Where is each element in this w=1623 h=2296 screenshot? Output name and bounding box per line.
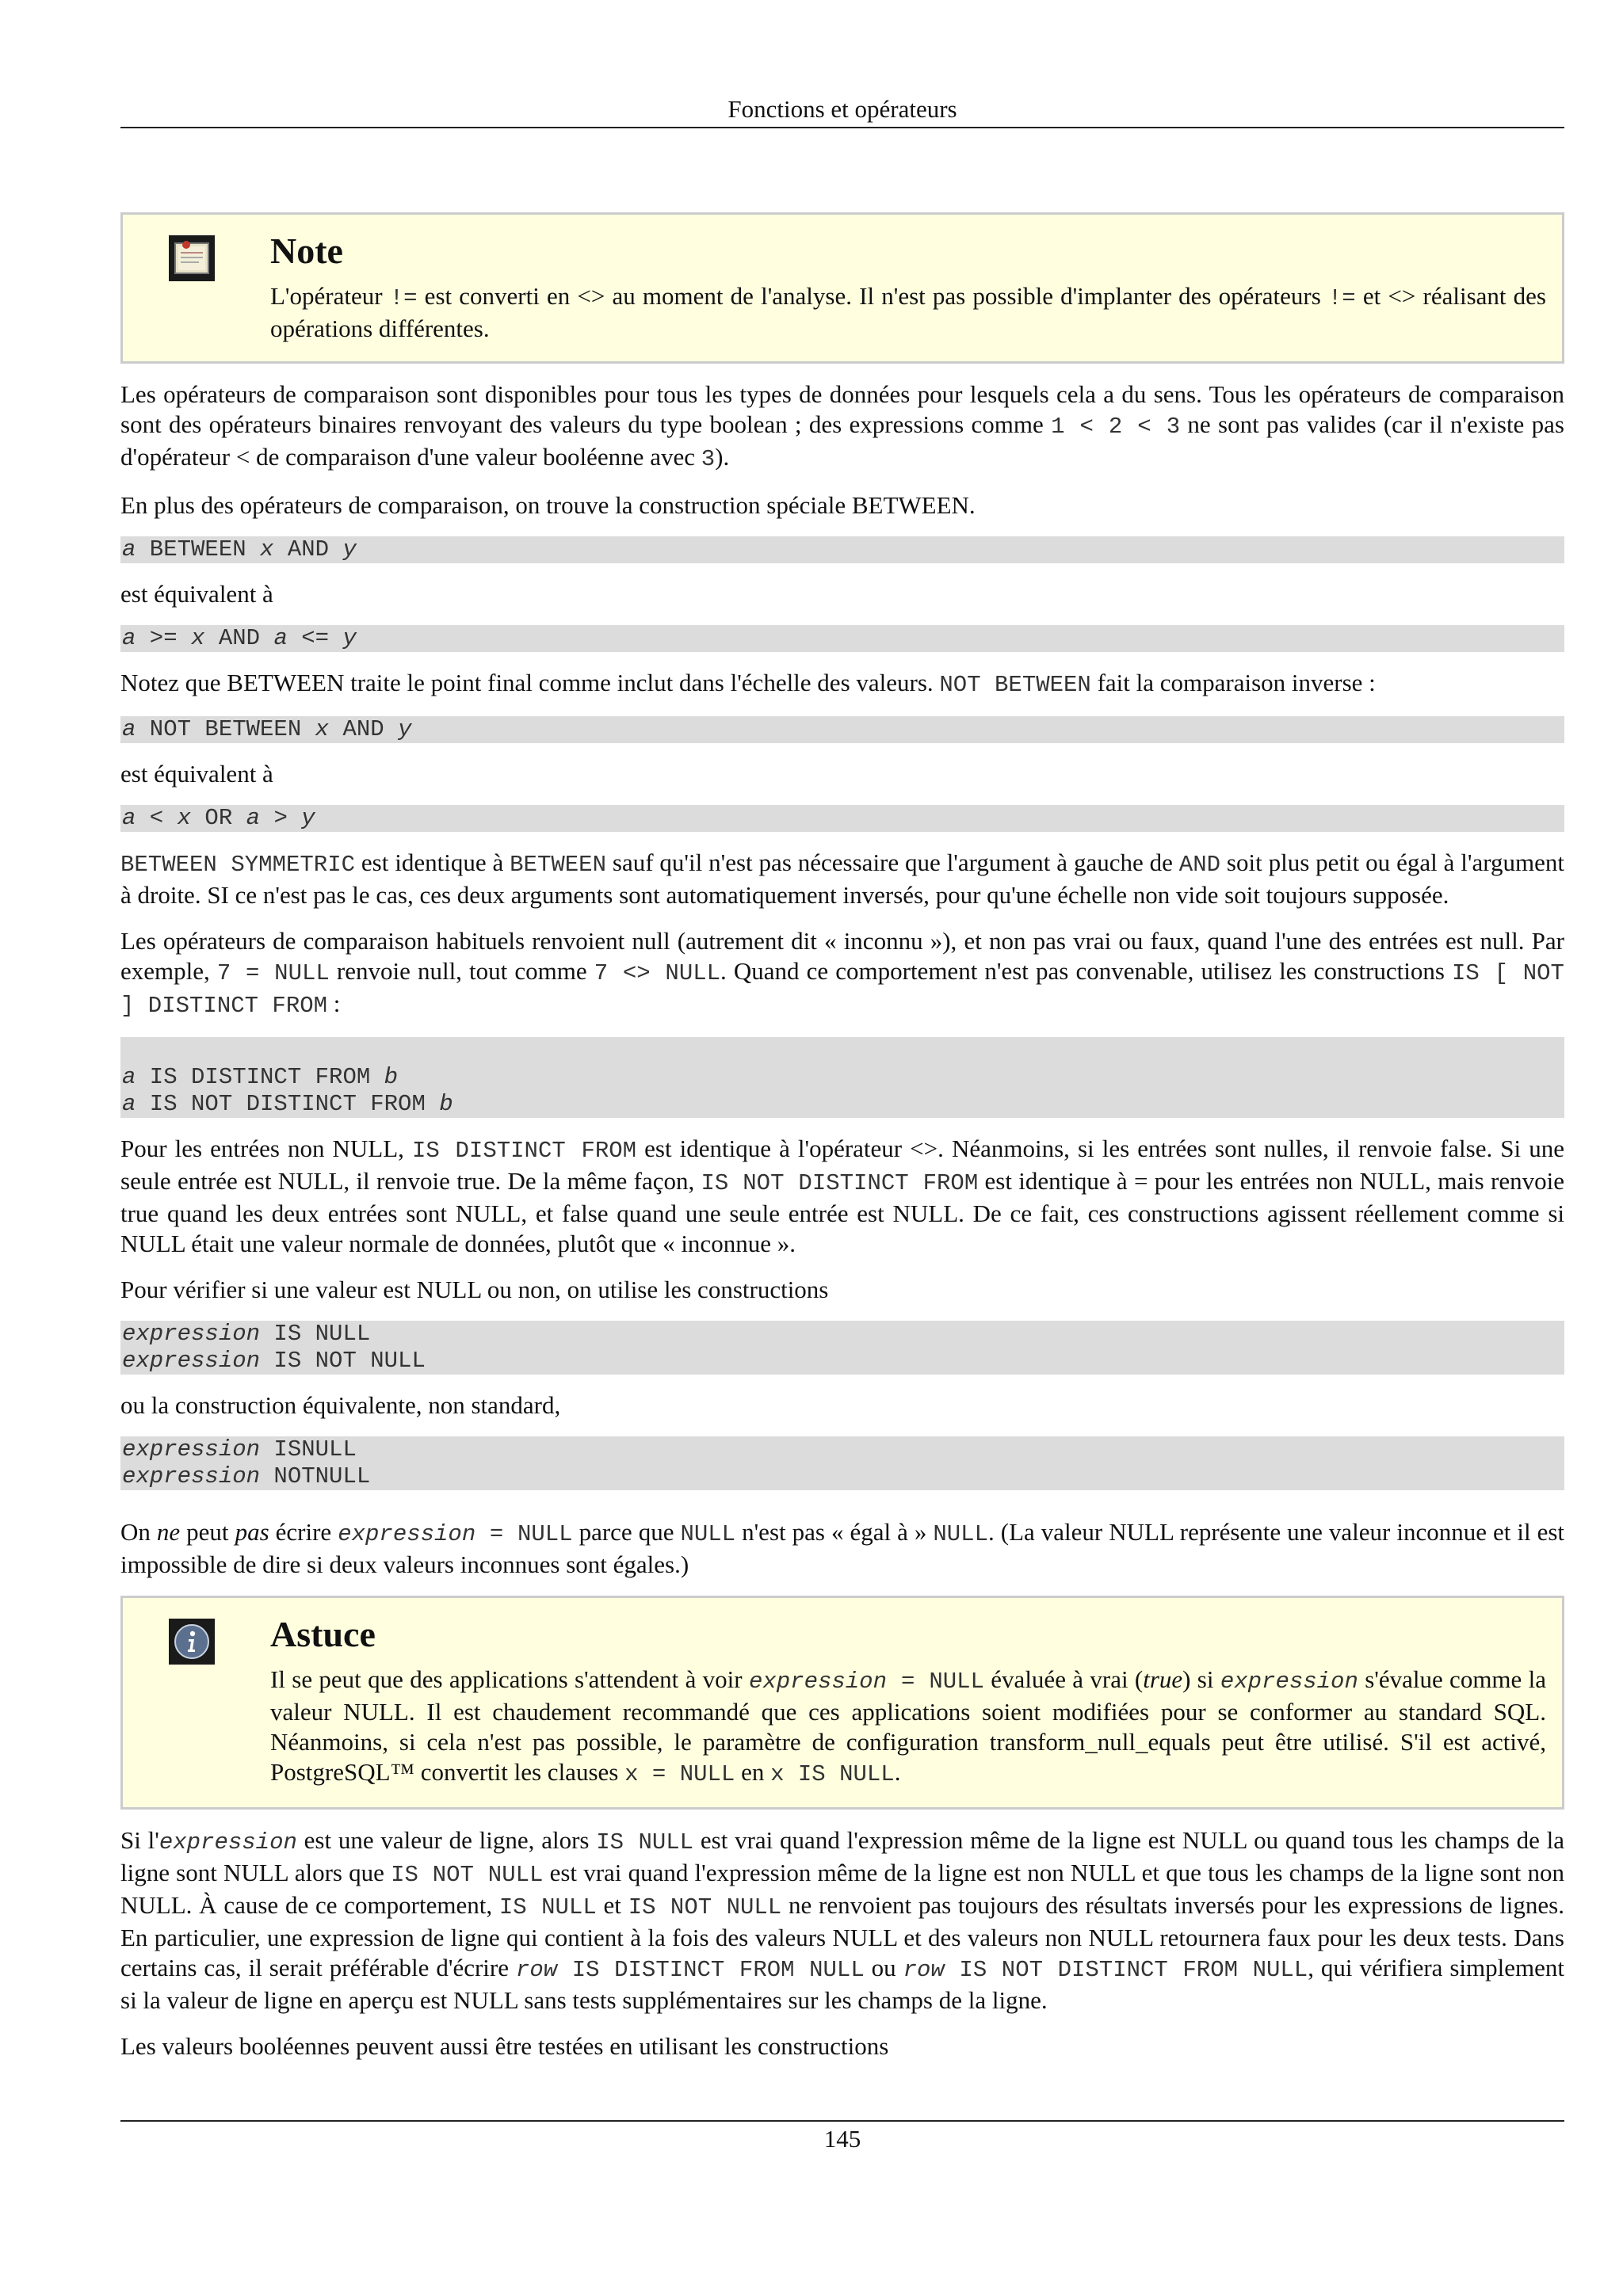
tip-text: Il se peut que des applications s'attendent à voir expression = NULL évaluée à vrai (true) si expression s'évalue comme la valeur NULL. Il est chaudement recommandé que ces applications soient modifiées pour se conformer au standard SQL. Néanmoins, si cela n'est pas possible, le paramètre de configuration transform_null_equals peut être utilisé. S'il est activé, PostgreSQL™ convertit les clauses x = NULL en x IS NULL. [270, 1665, 1547, 1787]
code-isnull: expression ISNULL expression NOTNULL [120, 1436, 1564, 1490]
code-is-null: expression IS NULL expression IS NOT NULL [120, 1321, 1564, 1375]
paragraph-between-symmetric: BETWEEN SYMMETRIC est identique à BETWEEN sauf qu'il n'est pas nécessaire que l'argument à gauche de AND soit plus petit ou égal à l'argument à droite. SI ce n'est pas le cas, ces deux arguments sont automatiquement inversés, pour qu'une échelle non vide soit toujours supposée. [120, 849, 1564, 909]
paragraph-nonstandard: ou la construction équivalente, non standard, [120, 1391, 561, 1419]
paragraph-comparison-types: Les opérateurs de comparaison sont disponibles pour tous les types de données pour lesquels cela a du sens. Tous les opérateurs de comparaison sont des opérateurs binaires renvoyant des valeurs du type boolean ; des expressions comme 1 < 2 < 3 ne sont pas valides (car il n'existe pas d'opérateur < de comparaison d'une valeur booléenne avec 3). [120, 380, 1564, 472]
info-icon [169, 1619, 215, 1665]
note-box [120, 212, 1564, 364]
code-between: a BETWEEN x AND y [120, 536, 1564, 563]
paragraph-row-expression: Si l'expression est une valeur de ligne, alors IS NULL est vrai quand l'expression même de la ligne est NULL ou quand tous les champs de la ligne sont NULL alors que IS NOT NULL est vrai quand l'expression même de la ligne est non NULL et que tous les champs de la ligne sont non NULL. À cause de ce comportement, IS NULL et IS NOT NULL ne renvoient pas toujours des résultats inversés pour les expressions de lignes. En particulier, une expression de ligne qui contient à la fois des valeurs NULL et des valeurs non NULL retournera faux pour les deux tests. Dans certains cas, il serait préférable d'écrire row IS DISTINCT FROM NULL ou row IS NOT DISTINCT FROM NULL, qui vérifiera simplement si la valeur de ligne en aperçu est NULL sans tests supplémentaires sur les champs de la ligne. [120, 1826, 1564, 2014]
code-not-between-equivalent: a < x OR a > y [120, 805, 1564, 832]
code-between-equivalent: a >= x AND a <= y [120, 625, 1564, 652]
note-text: L'opérateur != est converti en <> au moment de l'analyse. Il n'est pas possible d'implanter des opérateurs != et <> réalisant des opérations différentes. [270, 282, 1546, 342]
paragraph-equivalent-1: est équivalent à [120, 580, 273, 608]
code-not-between: a NOT BETWEEN x AND y [120, 716, 1564, 743]
paragraph-boolean-tests: Les valeurs booléennes peuvent aussi être testées en utilisant les constructions [120, 2032, 889, 2060]
paragraph-equals-null: On ne peut pas écrire expression = NULL parce que NULL n'est pas « égal à » NULL. (La valeur NULL représente une valeur inconnue et il est impossible de dire si deux valeurs inconnues sont égales.) [120, 1518, 1565, 1578]
code-distinct-from: a IS DISTINCT FROM b a IS NOT DISTINCT FROM b [120, 1037, 1564, 1118]
tip-box [120, 1596, 1564, 1810]
page-content [120, 212, 1564, 2077]
header-title: Fonctions et opérateurs [727, 95, 957, 123]
paragraph-null-comparison: Les opérateurs de comparaison habituels renvoient null (autrement dit « inconnu »), et non pas vrai ou faux, quand l'une des entrées est null. Par exemple, 7 = NULL renvoie null, tout comme 7 <> NULL. Quand ce comportement n'est pas convenable, utilisez les constructions IS [ NOT ] DISTINCT FROM : [120, 927, 1564, 1019]
page-number: 145 [823, 2125, 861, 2153]
paragraph-not-between: Notez que BETWEEN traite le point final comme inclut dans l'échelle des valeurs. NOT BETWEEN fait la comparaison inverse : [120, 669, 1376, 698]
page-footer [120, 2120, 1564, 2155]
running-header [120, 93, 1564, 128]
paragraph-equivalent-2: est équivalent à [120, 760, 273, 788]
tip-title: Astuce [270, 1614, 376, 1654]
paragraph-between-intro: En plus des opérateurs de comparaison, on trouve la construction spéciale BETWEEN. [120, 491, 976, 519]
paragraph-distinct-explain: Pour les entrées non NULL, IS DISTINCT FROM est identique à l'opérateur <>. Néanmoins, si les entrées sont nulles, il renvoie false. Si une seule entrée est NULL, il renvoie true. De la même façon, IS NOT DISTINCT FROM est identique à = pour les entrées non NULL, mais renvoie true quand les deux entrées sont NULL, et false quand une seule entrée est NULL. De ce fait, ces constructions agissent réellement comme si NULL était une valeur normale de données, plutôt que « inconnue ». [120, 1135, 1564, 1257]
note-title: Note [270, 231, 343, 271]
paragraph-null-check: Pour vérifier si une valeur est NULL ou non, on utilise les constructions [120, 1276, 829, 1303]
note-icon [169, 235, 215, 281]
